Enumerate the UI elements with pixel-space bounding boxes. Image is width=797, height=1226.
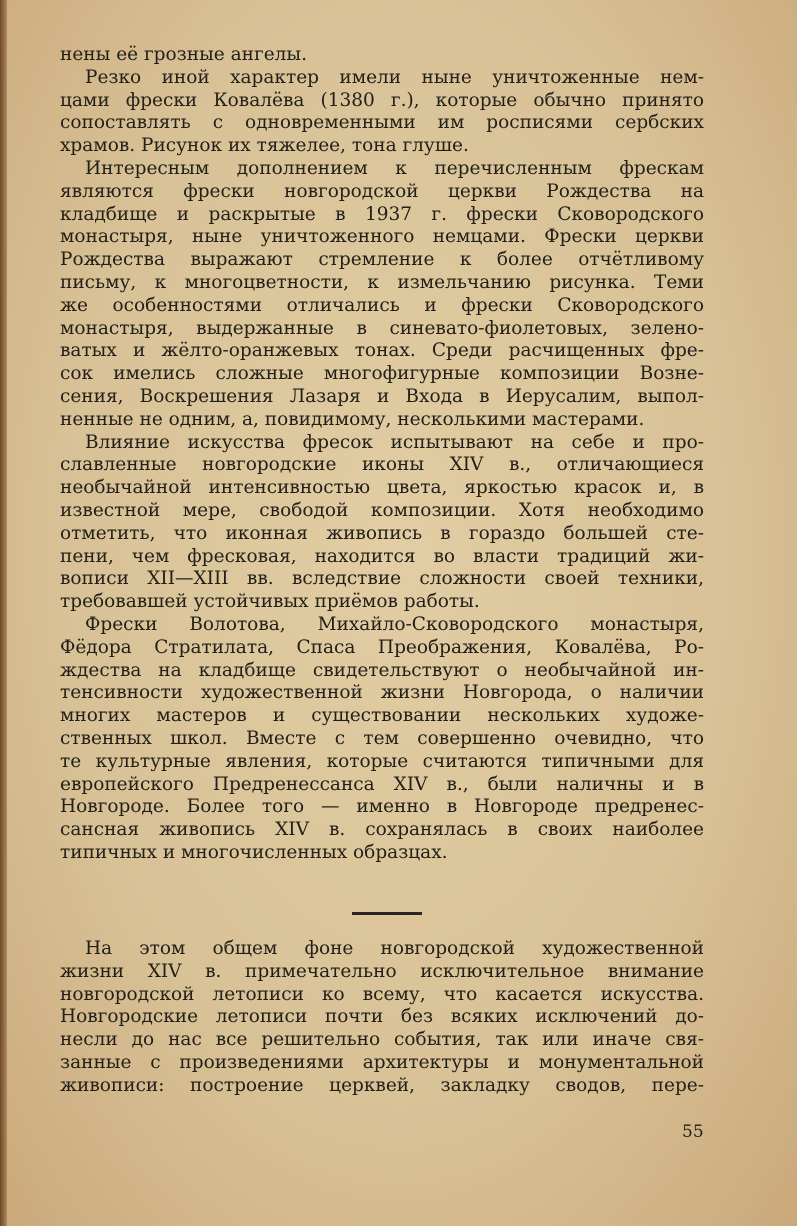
text-line: Фёдора Стратилата, Спаса Преображения, Ковалёва, Ро- — [60, 636, 704, 658]
text-line: ненные не одним, а, повидимому, несколькими мастерами. — [60, 408, 645, 430]
text-line: типичных и многочисленных образцах. — [60, 841, 448, 863]
text-line: многих мастеров и существовании нескольких художе- — [60, 705, 704, 727]
text-line: ждества на кладбище свидетельствуют о необычайной ин- — [60, 659, 704, 681]
text-line: храмов. Рисунок их тяжелее, тона глуше. — [60, 135, 469, 157]
text-line: европейского Предренессанса XIV в., были наличны и в — [60, 773, 704, 795]
section-divider — [352, 912, 422, 915]
text-line: Влияние искусства фресок испытывают на себе и про- — [85, 431, 704, 453]
page-number: 55 — [682, 1122, 704, 1142]
text-line: жизни XIV в. примечательно исключительное внимание — [60, 960, 704, 982]
text-line: сансная живопись XIV в. сохранялась в своих наиболее — [60, 819, 704, 841]
text-line: монастыря, выдержанные в синевато-фиолетовых, зелено- — [60, 317, 704, 339]
text-line: сок имелись сложные многофигурные композиции Вознe- — [60, 363, 704, 385]
text-line: новгородской летописи ко всему, что касается искусства. — [60, 983, 704, 1005]
text-line: пени, чем фресковая, находится во власти традиций жи- — [60, 545, 704, 567]
text-line: ватых и жёлто-оранжевых тонах. Среди расчищенных фре- — [60, 340, 704, 362]
text-line: вописи XII—XIII вв. вследствие сложности своей техники, — [60, 568, 704, 590]
text-line: цами фрески Ковалёва (1380 г.), которые обычно принято — [60, 89, 704, 111]
text-line: необычайной интенсивностью цвета, яркостью красок и, в — [60, 477, 704, 499]
text-line: те культурные явления, которые считаются типичными для — [60, 750, 704, 772]
text-line: Новгородские летописи почти без всяких исключений до- — [60, 1006, 704, 1028]
text-line: известной мере, свободой композиции. Хотя необходимо — [60, 499, 704, 521]
text-block-continuation — [60, 938, 704, 1098]
text-line: монастыря, ныне уничтоженного немцами. Фрески церкви — [60, 226, 704, 248]
text-line: тенсивности художественной жизни Новгорода, о наличии — [60, 682, 704, 704]
text-line: На этом общем фоне новгородской художественной — [85, 938, 704, 959]
text-line: отметить, что иконная живопись в гораздо большей сте- — [60, 522, 704, 544]
text-line: являются фрески новгородской церкви Рождества на — [60, 180, 704, 202]
text-line: кладбище и раскрытые в 1937 г. фрески Сковородского — [60, 203, 704, 225]
text-line: нены её грозные ангелы. — [60, 44, 307, 65]
text-line: письму, к многоцветности, к измельчанию рисунка. Теми — [60, 271, 704, 293]
text-line: сения, Воскрешения Лазаря и Входа в Иерусалим, выпол- — [60, 385, 704, 407]
text-line: Фрески Волотова, Михайло-Сковородского монастыря, — [85, 613, 704, 635]
text-line: Новгороде. Более того — именно в Новгороде предренес- — [60, 796, 704, 818]
text-line: Резко иной характер имели ныне уничтоженные нем- — [85, 66, 704, 88]
text-line: же особенностями отличались и фрески Сковородского — [60, 294, 704, 316]
text-line: живописи: построение церквей, закладку сводов, пере- — [60, 1074, 704, 1096]
text-line: требовавшей устойчивых приёмов работы. — [60, 591, 480, 613]
text-line: Интересным дополнением к перечисленным фрескам — [85, 157, 704, 179]
text-line: сопоставлять с одновременными им росписями сербских — [60, 112, 704, 134]
page-spine-edge — [0, 0, 7, 1226]
text-line: занные с произведениями архитектуры и монументальной — [60, 1051, 704, 1073]
text-line: Рождества выражают стремление к более отчётливому — [60, 249, 704, 271]
text-line: славленные новгородские иконы XIV в., отличающиеся — [60, 454, 704, 476]
text-line: ственных школ. Вместе с тем совершенно очевидно, что — [60, 727, 704, 749]
text-line: несли до нас все решительно события, так или иначе свя- — [60, 1029, 704, 1051]
text-block-main — [60, 44, 704, 865]
